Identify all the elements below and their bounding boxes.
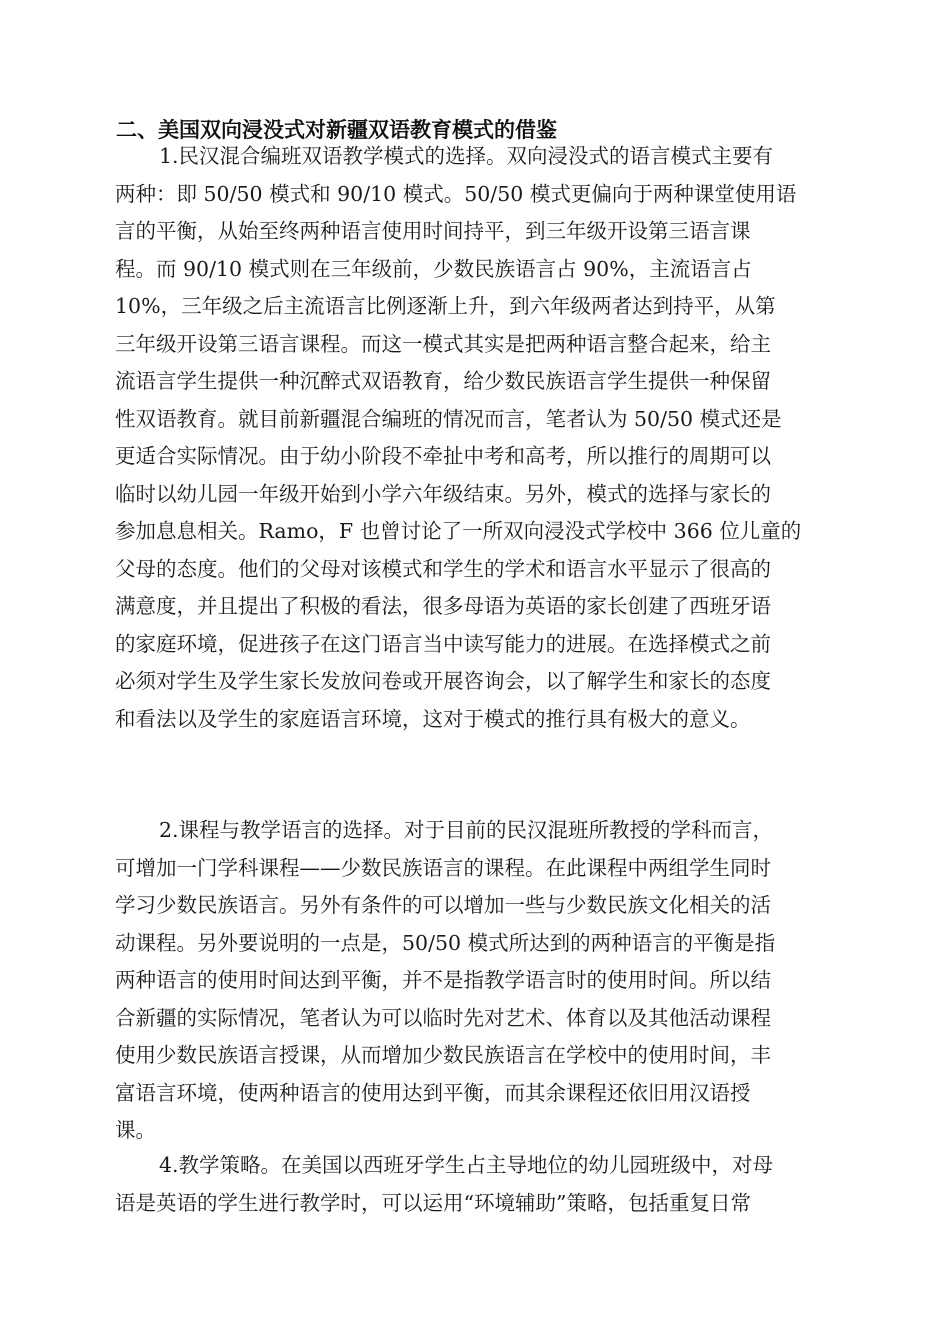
- text-line: 性双语教育。就目前新疆混合编班的情况而言，笔者认为 50/50 模式还是: [115, 406, 782, 431]
- text-line: 程。而 90/10 模式则在三年级前，少数民族语言占 90%，主流语言占: [115, 256, 752, 281]
- text-line: 两种：即 50/50 模式和 90/10 模式。50/50 模式更偏向于两种课堂使用语: [115, 181, 797, 206]
- text-line: 流语言学生提供一种沉醉式双语教育，给少数民族语言学生提供一种保留: [115, 369, 771, 393]
- text-line: 临时以幼儿园一年级开始到小学六年级结束。另外，模式的选择与家长的: [115, 481, 771, 506]
- text-line: 父母的态度。他们的父母对该模式和学生的学术和语言水平显示了很高的: [115, 556, 771, 581]
- text-line: 可增加一门学科课程——少数民族语言的课程。在此课程中两组学生同时: [115, 855, 771, 880]
- text-line: 合新疆的实际情况，笔者认为可以临时先对艺术、体育以及其他活动课程: [115, 1005, 771, 1030]
- text-line: 的家庭环境，促进孩子在这门语言当中读写能力的进展。在选择模式之前: [115, 631, 771, 656]
- text-line: 课。: [115, 1118, 156, 1142]
- paragraph-4: [115, 1147, 835, 1222]
- paragraph-1: [115, 138, 835, 738]
- section-heading: 二、美国双向浸没式对新疆双语教育模式的借鉴: [116, 118, 557, 142]
- text-line: 4.教学策略。在美国以西班牙学生占主导地位的幼儿园班级中，对母: [159, 1153, 774, 1177]
- text-line: 必须对学生及学生家长发放问卷或开展咨询会，以了解学生和家长的态度: [115, 669, 771, 693]
- text-line: 和看法以及学生的家庭语言环境，这对于模式的推行具有极大的意义。: [115, 706, 751, 731]
- text-line: 学习少数民族语言。另外有条件的可以增加一些与少数民族文化相关的活: [115, 893, 771, 917]
- text-line: 1.民汉混合编班双语教学模式的选择。双向浸没式的语言模式主要有: [159, 144, 774, 168]
- text-line: 动课程。另外要说明的一点是，50/50 模式所达到的两种语言的平衡是指: [115, 930, 776, 955]
- text-line: 10%，三年级之后主流语言比例逐渐上升，到六年级两者达到持平，从第: [115, 294, 776, 318]
- text-line: 言的平衡，从始至终两种语言使用时间持平，到三年级开设第三语言课: [115, 219, 751, 243]
- text-line: 两种语言的使用时间达到平衡，并不是指教学语言时的使用时间。所以结: [115, 968, 771, 992]
- paragraph-2: [115, 812, 835, 1150]
- text-line: 满意度，并且提出了积极的看法，很多母语为英语的家长创建了西班牙语: [115, 594, 771, 618]
- text-line: 语是英语的学生进行教学时，可以运用“环境辅助”策略，包括重复日常: [115, 1190, 751, 1215]
- text-line: 参加息息相关。Ramo，F 也曾讨论了一所双向浸没式学校中 366 位儿童的: [115, 519, 802, 543]
- text-line: 更适合实际情况。由于幼小阶段不牵扯中考和高考，所以推行的周期可以: [115, 444, 771, 468]
- text-line: 富语言环境，使两种语言的使用达到平衡，而其余课程还依旧用汉语授: [115, 1080, 751, 1105]
- text-line: 使用少数民族语言授课，从而增加少数民族语言在学校中的使用时间，丰: [115, 1043, 771, 1067]
- text-line: 2.课程与教学语言的选择。对于目前的民汉混班所教授的学科而言，: [159, 818, 774, 842]
- text-line: 三年级开设第三语言课程。而这一模式其实是把两种语言整合起来，给主: [115, 331, 771, 356]
